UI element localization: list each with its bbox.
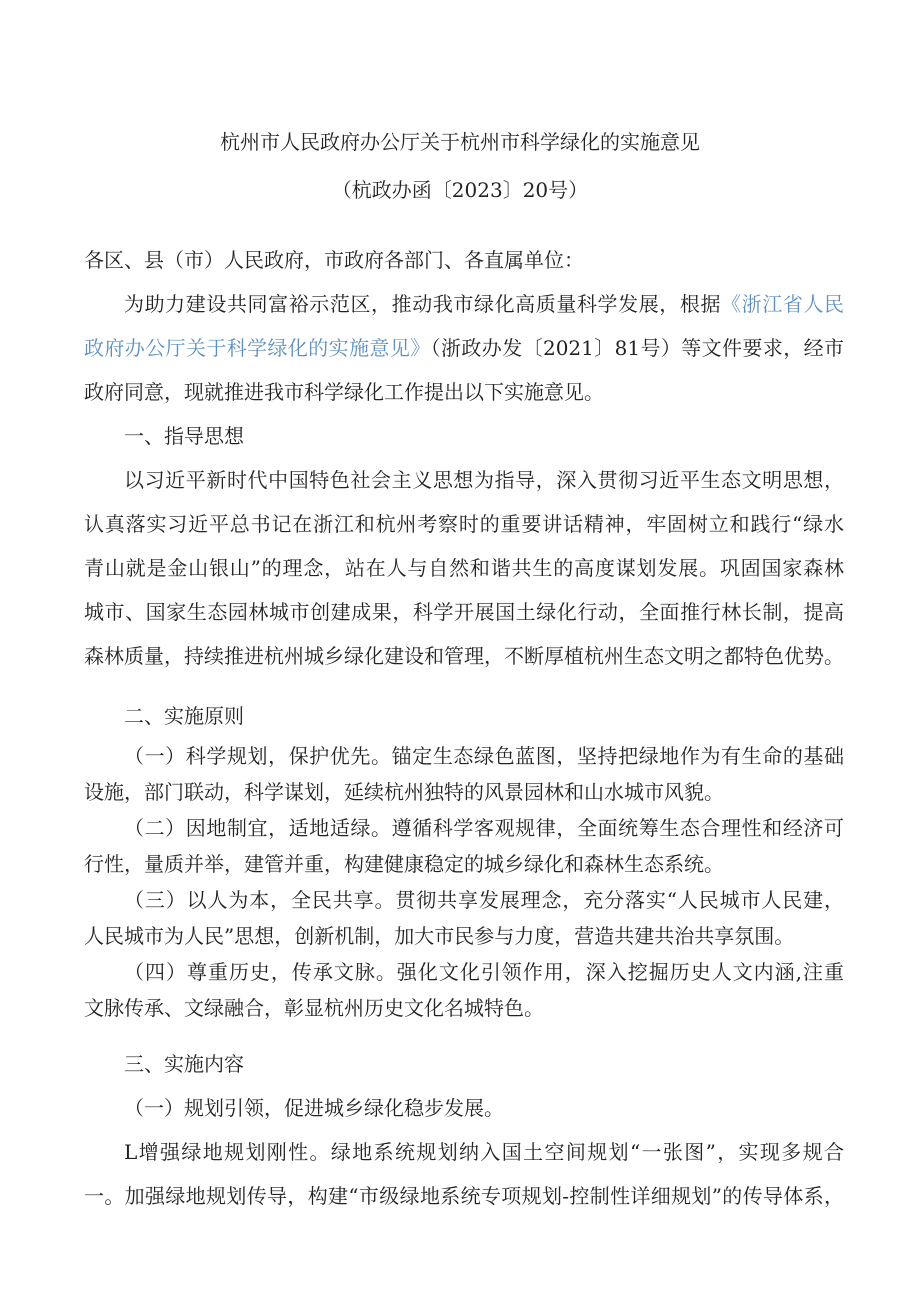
principle-line: （一）科学规划，保护优先。锚定生态绿色蓝图，坚持把绿地作为有生命的基础 bbox=[124, 744, 844, 768]
paragraph-line: 青山就是金山银山”的理念，站在人与自然和谐共生的高度谋划发展。巩固国家森林 bbox=[84, 556, 844, 580]
document-title: 杭州市人民政府办公厅关于杭州市科学绿化的实施意见 bbox=[220, 130, 700, 154]
principle-line: （二）因地制宜，适地适绿。遵循科学客观规律，全面统筹生态合理性和经济可 bbox=[124, 816, 844, 840]
section-heading-2: 二、实施原则 bbox=[124, 704, 244, 728]
principle-line: 文脉传承、文绿融合，彰显杭州历史文化名城特色。 bbox=[84, 996, 544, 1020]
paragraph-line: 一。加强绿地规划传导，构建“市级绿地系统专项规划-控制性详细规划”的传导体系， bbox=[84, 1184, 844, 1208]
principle-item bbox=[84, 882, 844, 954]
paragraph-line: L增强绿地规划刚性。绿地系统规划纳入国土空间规划“一张图”，实现多规合 bbox=[124, 1140, 844, 1164]
intro-line-2: 政府办公厅关于科学绿化的实施意见》（浙政办发〔2021〕81号）等文件要求，经市 bbox=[84, 336, 845, 360]
principle-line: （三）以人为本，全民共享。贯彻共享发展理念，充分落实“人民城市人民建， bbox=[124, 888, 844, 912]
section-heading-1: 一、指导思想 bbox=[124, 424, 244, 448]
principle-item bbox=[84, 810, 844, 882]
paragraph-line: 城市、国家生态园林城市创建成果，科学开展国土绿化行动，全面推行林长制，提高 bbox=[84, 600, 844, 624]
paragraph-line: 森林质量，持续推进杭州城乡绿化建设和管理，不断厚植杭州生态文明之都特色优势。 bbox=[84, 644, 844, 668]
principle-line: 行性，量质并举，建管并重，构建健康稳定的城乡绿化和森林生态系统。 bbox=[84, 852, 724, 876]
section-1-paragraph bbox=[84, 458, 844, 678]
principle-item bbox=[84, 954, 844, 1026]
salutation: 各区、县（市）人民政府，市政府各部门、各直属单位： bbox=[84, 248, 584, 272]
principle-item bbox=[84, 738, 844, 810]
section-3-paragraph bbox=[84, 1130, 844, 1218]
spacer bbox=[84, 678, 844, 694]
subsection-heading: （一）规划引领，促进城乡绿化稳步发展。 bbox=[124, 1096, 504, 1120]
document-body bbox=[84, 238, 844, 1218]
intro-line-1: 为助力建设共同富裕示范区，推动我市绿化高质量科学发展，根据《浙江省人民 bbox=[124, 292, 845, 316]
section-heading-3: 三、实施内容 bbox=[124, 1052, 244, 1076]
principle-line: 设施，部门联动，科学谋划，延续杭州独特的风景园林和山水城市风貌。 bbox=[84, 780, 724, 804]
intro-line-3: 政府同意，现就推进我市科学绿化工作提出以下实施意见。 bbox=[84, 380, 604, 404]
paragraph-line: 以习近平新时代中国特色社会主义思想为指导，深入贯彻习近平生态文明思想， bbox=[124, 468, 844, 492]
policy-link[interactable]: 《浙江省人民 bbox=[721, 292, 845, 316]
principles-list bbox=[84, 738, 844, 1026]
intro-paragraph bbox=[84, 282, 844, 414]
principle-line: （四）尊重历史，传承文脉。强化文化引领作用，深入挖掘历史人文内涵,注重 bbox=[124, 960, 844, 984]
document-number: （杭政办函〔2023〕20号） bbox=[331, 178, 589, 202]
paragraph-line: 认真落实习近平总书记在浙江和杭州考察时的重要讲话精神，牢固树立和践行“绿水 bbox=[84, 512, 844, 536]
policy-link-continued[interactable]: 政府办公厅关于科学绿化的实施意见》 bbox=[84, 336, 431, 360]
spacer bbox=[84, 1026, 844, 1042]
principle-line: 人民城市为人民”思想，创新机制，加大市民参与力度，营造共建共治共享氛围。 bbox=[84, 924, 795, 948]
